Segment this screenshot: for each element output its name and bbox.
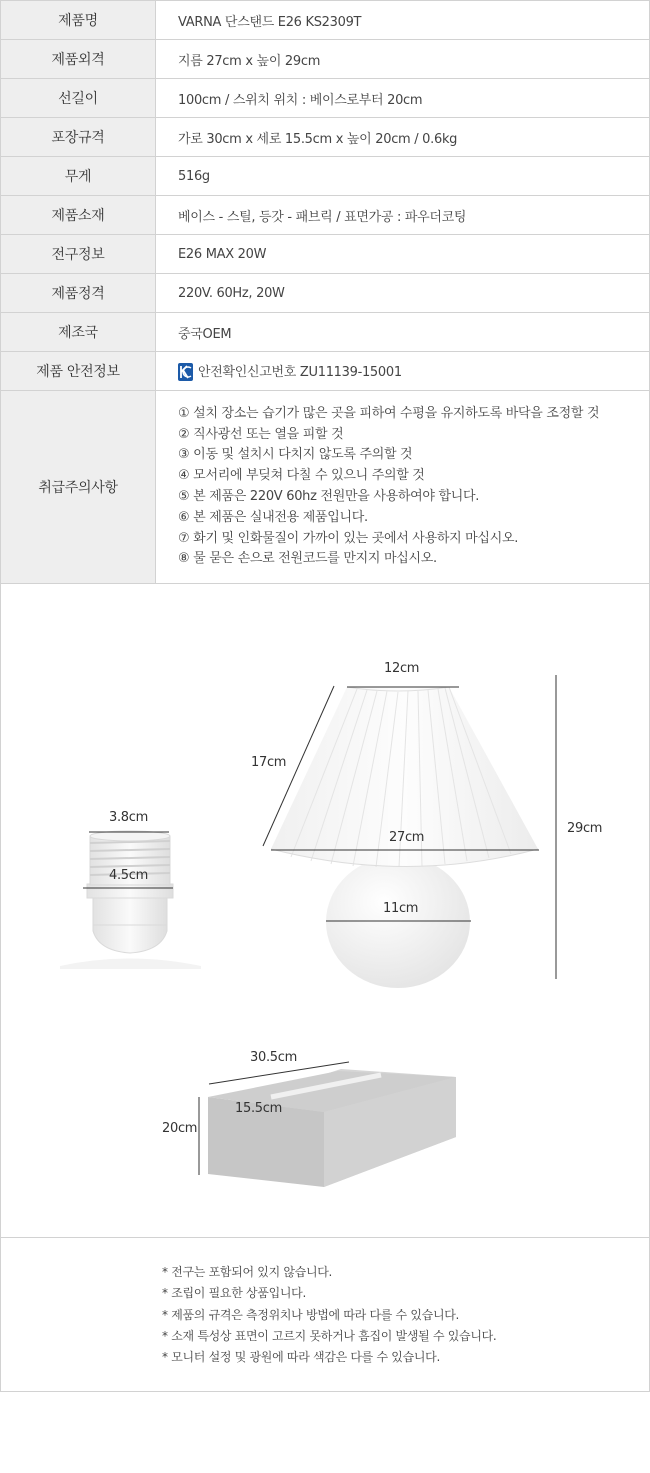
spec-value: 베이스 - 스틸, 등갓 - 패브릭 / 표면가공 : 파우더코팅 — [156, 196, 650, 235]
note-item: * 소재 특성상 표면이 고르지 못하거나 흠집이 발생될 수 있습니다. — [162, 1328, 497, 1343]
spec-value: 가로 30cm x 세로 15.5cm x 높이 20cm / 0.6kg — [156, 118, 650, 157]
box-depth-label: 15.5cm — [235, 1101, 282, 1116]
spec-row-safety — [1, 352, 650, 391]
care-item: ⑦ 화기 및 인화물질이 가까이 있는 곳에서 사용하지 마십시오. — [178, 530, 519, 546]
notes-section — [0, 1238, 650, 1392]
spec-label: 제품 안전정보 — [1, 352, 156, 391]
note-item: * 모니터 설정 및 광원에 따라 색감은 다를 수 있습니다. — [162, 1350, 440, 1365]
note-item: * 제품의 규격은 측정위치나 방법에 따라 다를 수 있습니다. — [162, 1307, 460, 1322]
care-item: ⑧ 물 묻은 손으로 전원코드를 만지지 마십시오. — [178, 551, 437, 567]
care-item: ④ 모서리에 부딪쳐 다칠 수 있으니 주의할 것 — [178, 468, 425, 484]
diagram-drawing — [1, 579, 649, 1237]
kc-certification-icon — [178, 363, 193, 381]
care-label: 취급주의사항 — [1, 391, 156, 584]
spec-label: 전구정보 — [1, 235, 156, 274]
package-box-illustration — [208, 1069, 456, 1187]
note-item: * 전구는 포함되어 있지 않습니다. — [162, 1265, 333, 1279]
shade-bottom-label: 27cm — [389, 830, 425, 845]
base-width-label: 11cm — [383, 901, 419, 916]
note-item: * 조립이 필요한 상품입니다. — [162, 1286, 306, 1301]
spec-row-package — [1, 118, 650, 157]
spec-label: 선길이 — [1, 79, 156, 118]
spec-value: 516g — [156, 157, 650, 196]
box-height-label: 20cm — [162, 1121, 198, 1136]
spec-value: E26 MAX 20W — [156, 235, 650, 274]
spec-row-cord — [1, 79, 650, 118]
spec-row-name — [1, 1, 650, 40]
spec-label: 포장규격 — [1, 118, 156, 157]
spec-value: 지름 27cm x 높이 29cm — [156, 40, 650, 79]
care-item: ① 설치 장소는 습기가 많은 곳을 피하여 수평을 유지하도록 바닥을 조정할 것 — [178, 405, 600, 421]
care-item: ② 직사광선 또는 열을 피할 것 — [178, 426, 344, 442]
spec-row-care — [1, 391, 650, 584]
spec-row-size — [1, 40, 650, 79]
spec-label: 제조국 — [1, 313, 156, 352]
dimension-diagram — [0, 579, 650, 1238]
care-item: ⑥ 본 제품은 실내전용 제품입니다. — [178, 509, 368, 525]
spec-value: 중국OEM — [156, 313, 650, 352]
spec-label: 제품명 — [1, 1, 156, 40]
spec-label: 제품외격 — [1, 40, 156, 79]
spec-value: VARNA 단스탠드 E26 KS2309T — [156, 1, 650, 40]
socket-top-label: 3.8cm — [109, 810, 148, 825]
spec-row-bulb — [1, 235, 650, 274]
box-length-label: 30.5cm — [250, 1050, 297, 1065]
spec-row-material — [1, 196, 650, 235]
spec-value: 100cm / 스위치 위치 : 베이스로부터 20cm — [156, 79, 650, 118]
care-item: ⑤ 본 제품은 220V 60hz 전원만을 사용하여야 합니다. — [178, 489, 480, 504]
notes-list — [162, 1262, 496, 1368]
safety-cert-number: 안전확인신고번호 ZU11139-15001 — [198, 364, 402, 380]
spec-label: 무게 — [1, 157, 156, 196]
spec-value: 220V. 60Hz, 20W — [156, 274, 650, 313]
shade-height-label: 17cm — [251, 755, 287, 770]
spec-row-origin — [1, 313, 650, 352]
spec-label: 제품정격 — [1, 274, 156, 313]
spec-row-weight — [1, 157, 650, 196]
shade-top-label: 12cm — [384, 661, 420, 676]
care-list — [178, 392, 649, 582]
care-item: ③ 이동 및 설치시 다치지 않도록 주의할 것 — [178, 447, 413, 463]
spec-value — [156, 352, 650, 391]
spec-label: 제품소재 — [1, 196, 156, 235]
socket-illustration — [60, 831, 201, 969]
total-height-label: 29cm — [567, 821, 603, 836]
spec-table — [0, 0, 650, 584]
care-value — [156, 391, 650, 584]
socket-width-label: 4.5cm — [109, 868, 148, 883]
spec-row-rating — [1, 274, 650, 313]
